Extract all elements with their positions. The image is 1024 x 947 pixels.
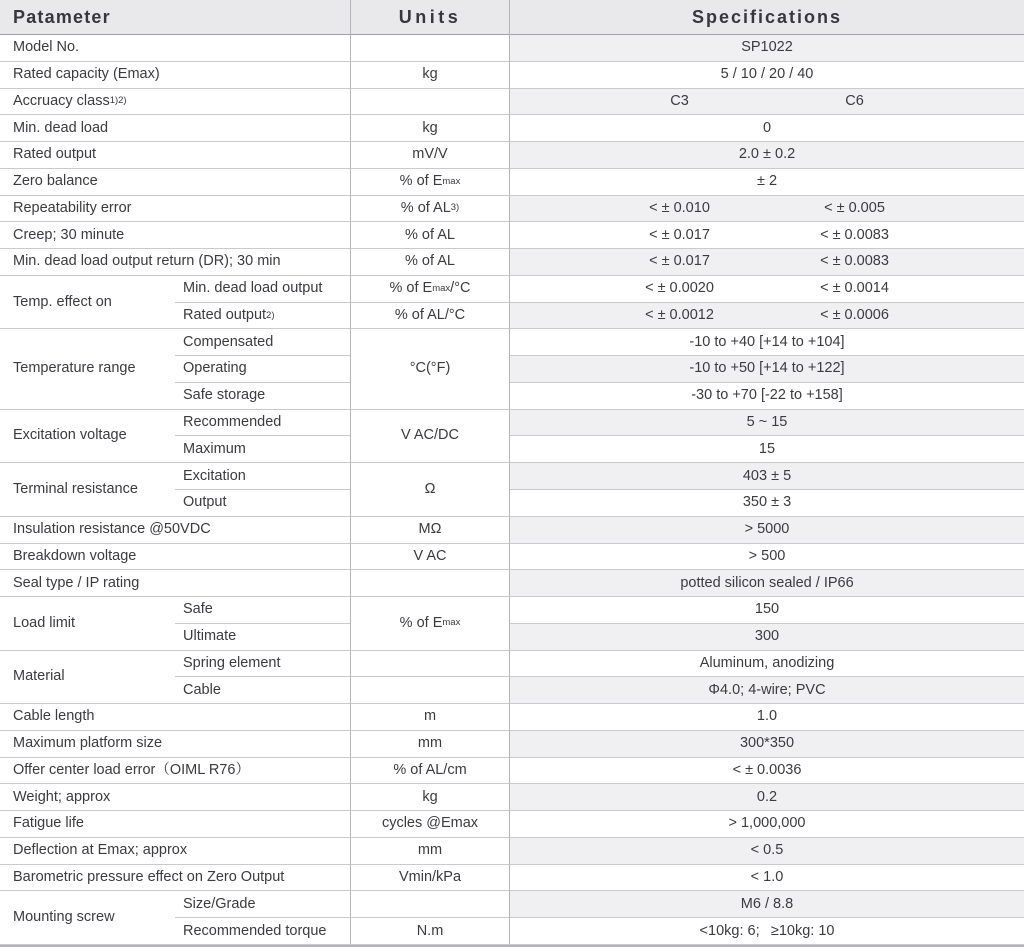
sub-param-cell: Recommended torque (175, 918, 350, 945)
spec-cell: 150 (510, 597, 1024, 624)
spec-cell: ± 2 (510, 169, 1024, 196)
unit-cell: kg (350, 115, 510, 142)
unit-cell (350, 89, 510, 116)
param-group-cell: Mounting screw (0, 891, 175, 945)
unit-cell (350, 570, 510, 597)
sub-param-cell: Cable (175, 677, 350, 704)
unit-cell: % of AL/cm (350, 758, 510, 785)
sub-param-cell: Size/Grade (175, 891, 350, 918)
spec-cell: -10 to +50 [+14 to +122] (510, 356, 1024, 383)
sub-param-cell: Maximum (175, 436, 350, 463)
spec-cell: 300 (510, 624, 1024, 651)
sub-param-cell: Operating (175, 356, 350, 383)
spec-cell: Aluminum, anodizing (510, 651, 1024, 678)
unit-cell: mV/V (350, 142, 510, 169)
param-cell: Rated capacity (Emax) (0, 62, 350, 89)
spec-cell: M6 / 8.8 (510, 891, 1024, 918)
column-header-units: Units (350, 0, 510, 35)
param-cell: Creep; 30 minute (0, 222, 350, 249)
param-group-cell: Excitation voltage (0, 410, 175, 464)
unit-cell: % of E max (350, 597, 510, 651)
sub-param-cell: Min. dead load output (175, 276, 350, 303)
spec-cell: 0 (510, 115, 1024, 142)
unit-cell: mm (350, 731, 510, 758)
unit-cell: % of E max /°C (350, 276, 510, 303)
unit-cell: Ω (350, 463, 510, 517)
unit-cell: % of E max (350, 169, 510, 196)
spec-cell: < ± 0.0012 < ± 0.0006 (510, 303, 1024, 330)
spec-cell: 2.0 ± 0.2 (510, 142, 1024, 169)
param-group-cell: Temp. effect on (0, 276, 175, 330)
spec-cell: Φ4.0; 4-wire; PVC (510, 677, 1024, 704)
spec-cell: < ± 0.0020 < ± 0.0014 (510, 276, 1024, 303)
spec-cell: 300*350 (510, 731, 1024, 758)
unit-cell: % of AL (350, 249, 510, 276)
unit-cell (350, 35, 510, 62)
sub-param-cell: Rated output 2) (175, 303, 350, 330)
unit-cell: V AC (350, 544, 510, 571)
spec-cell: -30 to +70 [-22 to +158] (510, 383, 1024, 410)
spec-cell: 1.0 (510, 704, 1024, 731)
column-header-parameter: Patameter (0, 0, 350, 35)
spec-cell: < ± 0.010 < ± 0.005 (510, 196, 1024, 223)
spec-cell: 5 / 10 / 20 / 40 (510, 62, 1024, 89)
spec-cell: 0.2 (510, 784, 1024, 811)
param-cell: Rated output (0, 142, 350, 169)
unit-cell: Vmin/kPa (350, 865, 510, 892)
column-header-specifications: Specifications (510, 0, 1024, 35)
unit-cell: % of AL/°C (350, 303, 510, 330)
param-cell: Fatigue life (0, 811, 350, 838)
spec-cell: C3 C6 (510, 89, 1024, 116)
unit-cell: N.m (350, 918, 510, 945)
unit-cell: mm (350, 838, 510, 865)
spec-cell: 403 ± 5 (510, 463, 1024, 490)
param-cell: Offer center load error（OIML R76） (0, 758, 350, 785)
sub-param-cell: Recommended (175, 410, 350, 437)
spec-cell: < ± 0.017 < ± 0.0083 (510, 222, 1024, 249)
param-cell: Min. dead load output return (DR); 30 min (0, 249, 350, 276)
param-group-cell: Material (0, 651, 175, 705)
unit-cell: % of AL (350, 222, 510, 249)
spec-cell: -10 to +40 [+14 to +104] (510, 329, 1024, 356)
spec-cell: > 500 (510, 544, 1024, 571)
param-cell: Deflection at Emax; approx (0, 838, 350, 865)
param-cell: Zero balance (0, 169, 350, 196)
unit-cell: % of AL 3) (350, 196, 510, 223)
sub-param-cell: Compensated (175, 329, 350, 356)
sub-param-cell: Ultimate (175, 624, 350, 651)
param-group-cell: Load limit (0, 597, 175, 651)
spec-cell: SP1022 (510, 35, 1024, 62)
unit-cell: V AC/DC (350, 410, 510, 464)
param-cell: Cable length (0, 704, 350, 731)
unit-cell: MΩ (350, 517, 510, 544)
spec-cell: < 0.5 (510, 838, 1024, 865)
sub-param-cell: Excitation (175, 463, 350, 490)
param-cell: Barometric pressure effect on Zero Output (0, 865, 350, 892)
spec-cell: < 1.0 (510, 865, 1024, 892)
param-group-cell: Temperature range (0, 329, 175, 409)
sub-param-cell: Output (175, 490, 350, 517)
unit-cell (350, 677, 510, 704)
spec-cell: < ± 0.017 < ± 0.0083 (510, 249, 1024, 276)
param-cell: Breakdown voltage (0, 544, 350, 571)
param-cell: Insulation resistance @50VDC (0, 517, 350, 544)
sub-param-cell: Spring element (175, 651, 350, 678)
unit-cell (350, 891, 510, 918)
spec-cell: 5 ~ 15 (510, 410, 1024, 437)
param-cell: Maximum platform size (0, 731, 350, 758)
param-cell: Repeatability error (0, 196, 350, 223)
spec-cell: 15 (510, 436, 1024, 463)
param-cell: Model No. (0, 35, 350, 62)
param-cell: Min. dead load (0, 115, 350, 142)
sub-param-cell: Safe storage (175, 383, 350, 410)
param-cell: Accruacy class 1)2) (0, 89, 350, 116)
unit-cell (350, 651, 510, 678)
unit-cell: cycles @Emax (350, 811, 510, 838)
unit-cell: m (350, 704, 510, 731)
param-cell: Seal type / IP rating (0, 570, 350, 597)
unit-cell: °C(°F) (350, 329, 510, 409)
unit-cell: kg (350, 62, 510, 89)
spec-cell: > 1,000,000 (510, 811, 1024, 838)
sub-param-cell: Safe (175, 597, 350, 624)
param-cell: Weight; approx (0, 784, 350, 811)
spec-cell: < ± 0.0036 (510, 758, 1024, 785)
spec-cell: 350 ± 3 (510, 490, 1024, 517)
spec-cell: <10kg: 6; ≥10kg: 10 (510, 918, 1024, 945)
spec-cell: > 5000 (510, 517, 1024, 544)
unit-cell: kg (350, 784, 510, 811)
spec-cell: potted silicon sealed / IP66 (510, 570, 1024, 597)
param-group-cell: Terminal resistance (0, 463, 175, 517)
